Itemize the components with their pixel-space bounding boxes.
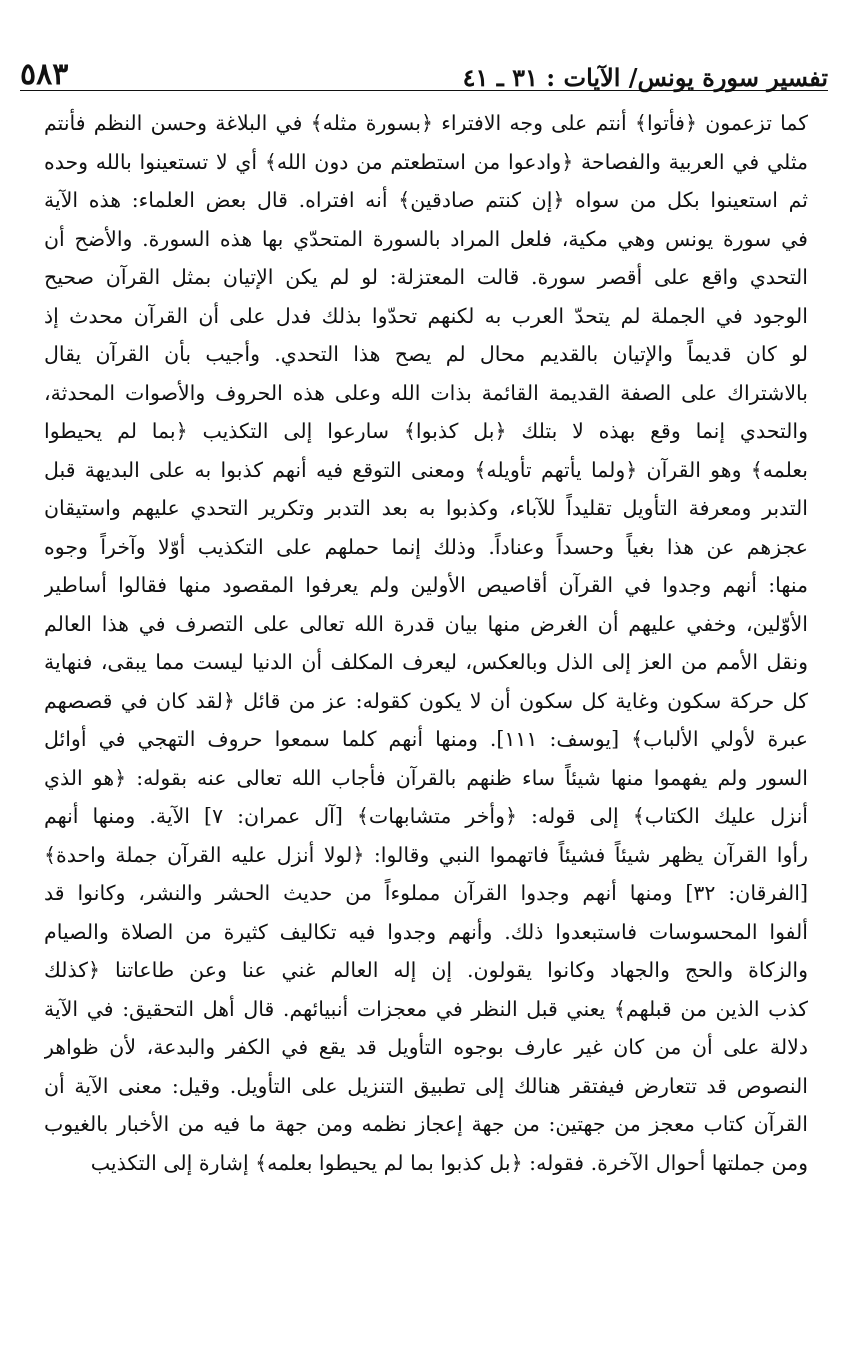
text-line: أنزل عليك الكتاب﴾ إلى قوله: ﴿وأخر متشابهات﴾ [آل عمران: ٧] الآية. ومنها أنهم	[44, 804, 808, 828]
text-line: منها: أنهم وجدوا في القرآن أقاصيص الأولين ولم يعرفوا المقصود منها فقالوا أساطير	[44, 573, 808, 597]
text-line: التدبر ومعرفة التأويل تقليداً للآباء، وكذبوا به بعد التدبر وتكرير التحدي عليهم واستيقان	[44, 496, 808, 520]
text-line: مثلي في العربية والفصاحة ﴿وادعوا من استطعتم من دون الله﴾ أي لا تستعينوا بالله وحده	[44, 149, 808, 174]
page-header	[20, 44, 828, 90]
text-line: بالاشتراك على الصفة القديمة القائمة بذات الله وعلى هذه الحروف والأصوات المحدثة،	[44, 380, 808, 405]
text-line: [الفرقان: ٣٢] ومنها أنهم وجدوا القرآن مملوءاً من حديث الحشر والنشر، وكانوا قد	[44, 881, 808, 905]
text-line: والتحدي إنما وقع بهذه لا بتلك ﴿بل كذبوا﴾ سارعوا إلى التكذيب ﴿بما لم يحيطوا	[44, 419, 808, 443]
text-line: دلالة على أن من كان غير عارف بوجوه التأويل قد يقع في الكفر والبدعة، لأن ظواهر	[44, 1035, 808, 1059]
text-line: كل حركة سكون وغاية كل سكون أن لا يكون كقوله: عز من قائل ﴿لقد كان في قصصهم	[44, 688, 808, 713]
header-rule	[20, 90, 828, 91]
text-line: ومن جملتها أحوال الآخرة. فقوله: ﴿بل كذبوا بما لم يحيطوا بعلمه﴾ إشارة إلى التكذيب	[90, 1150, 808, 1175]
text-line: ألفوا المحسوسات فاستبعدوا ذلك. وأنهم وجدوا فيه تكاليف كثيرة من الصلاة والصيام	[44, 919, 808, 944]
commentary-text	[44, 104, 808, 1182]
text-line: والزكاة والحج والجهاد وكانوا يقولون. إن إله العالم غني عنا وعن طاعاتنا ﴿كذلك	[44, 958, 808, 982]
text-line: ثم استعينوا بكل من سواه ﴿إن كنتم صادقين﴾ أنه افتراه. قال بعض العلماء: هذه الآية	[44, 188, 808, 212]
text-line: في سورة يونس وهي مكية، فلعل المراد بالسورة المتحدّي بها هذه السورة. والأضح أن	[44, 226, 808, 251]
text-line: بعلمه﴾ وهو القرآن ﴿ولما يأتهم تأويله﴾ ومعنى التوقع فيه أنهم كذبوا به على البديهة قبل	[44, 457, 808, 482]
text-line: القرآن كتاب معجز من جهتين: من جهة إعجاز نظمه ومن جهة ما فيه من الأخبار بالغيوب	[44, 1112, 808, 1136]
page-number: ٥٨٣	[20, 57, 69, 92]
text-line: الأوّلين، وخفي عليهم أن الغرض منها بيان قدرة الله تعالى على التصرف في هذا العالم	[44, 611, 808, 636]
text-line: رأوا القرآن يظهر شيئاً فشيئاً فاتهموا النبي وقالوا: ﴿لولا أنزل عليه القرآن جملة واحدة﴾	[44, 842, 808, 867]
text-line: النصوص قد تتعارض فيفتقر هنالك إلى تطبيق التنزيل على التأويل. وقيل: معنى الآية أن	[44, 1073, 808, 1098]
text-line: السور ولم يفهموا منها شيئاً ساء ظنهم بالقرآن فأجاب الله تعالى عنه بقوله: ﴿هو الذي	[44, 765, 808, 790]
text-line: لو كان قديماً والإتيان بالقديم محال لم يصح هذا التحدي. وأجيب بأن القرآن يقال	[44, 342, 808, 366]
text-line: التحدي واقع على أقصر سورة. قالت المعتزلة: لو لم يكن الإتيان بمثل القرآن صحيح	[44, 265, 808, 289]
text-line: ونقل الأمم من العز إلى الذل وبالعكس، ليعرف المكلف أن الدنيا ليست مما يبقى، فنهاية	[44, 650, 808, 674]
text-line: عجزهم عن هذا بغياً وحسداً وعناداً. وذلك إنما حملهم على التكذيب أوّلا وآخراً وجوه	[44, 534, 808, 559]
running-title: تفسير سورة يونس/ الآيات : ٣١ ـ ٤١	[462, 63, 828, 92]
text-line: عبرة لأولي الألباب﴾ [يوسف: ١١١]. ومنها أنهم كلما سمعوا حروف التهجي في أوائل	[44, 727, 808, 751]
text-line: كذب الذين من قبلهم﴾ يعني قبل النظر في معجزات أنبيائهم. قال أهل التحقيق: في الآية	[44, 996, 808, 1021]
text-line: الوجود في الجملة لم يتحدّ العرب به لكنهم تحدّوا بذلك فدل على أن القرآن محدث إذ	[44, 303, 808, 328]
text-line: كما تزعمون ﴿فأتوا﴾ أنتم على وجه الافتراء ﴿بسورة مثله﴾ في البلاغة وحسن النظم فأنتم	[44, 111, 808, 135]
